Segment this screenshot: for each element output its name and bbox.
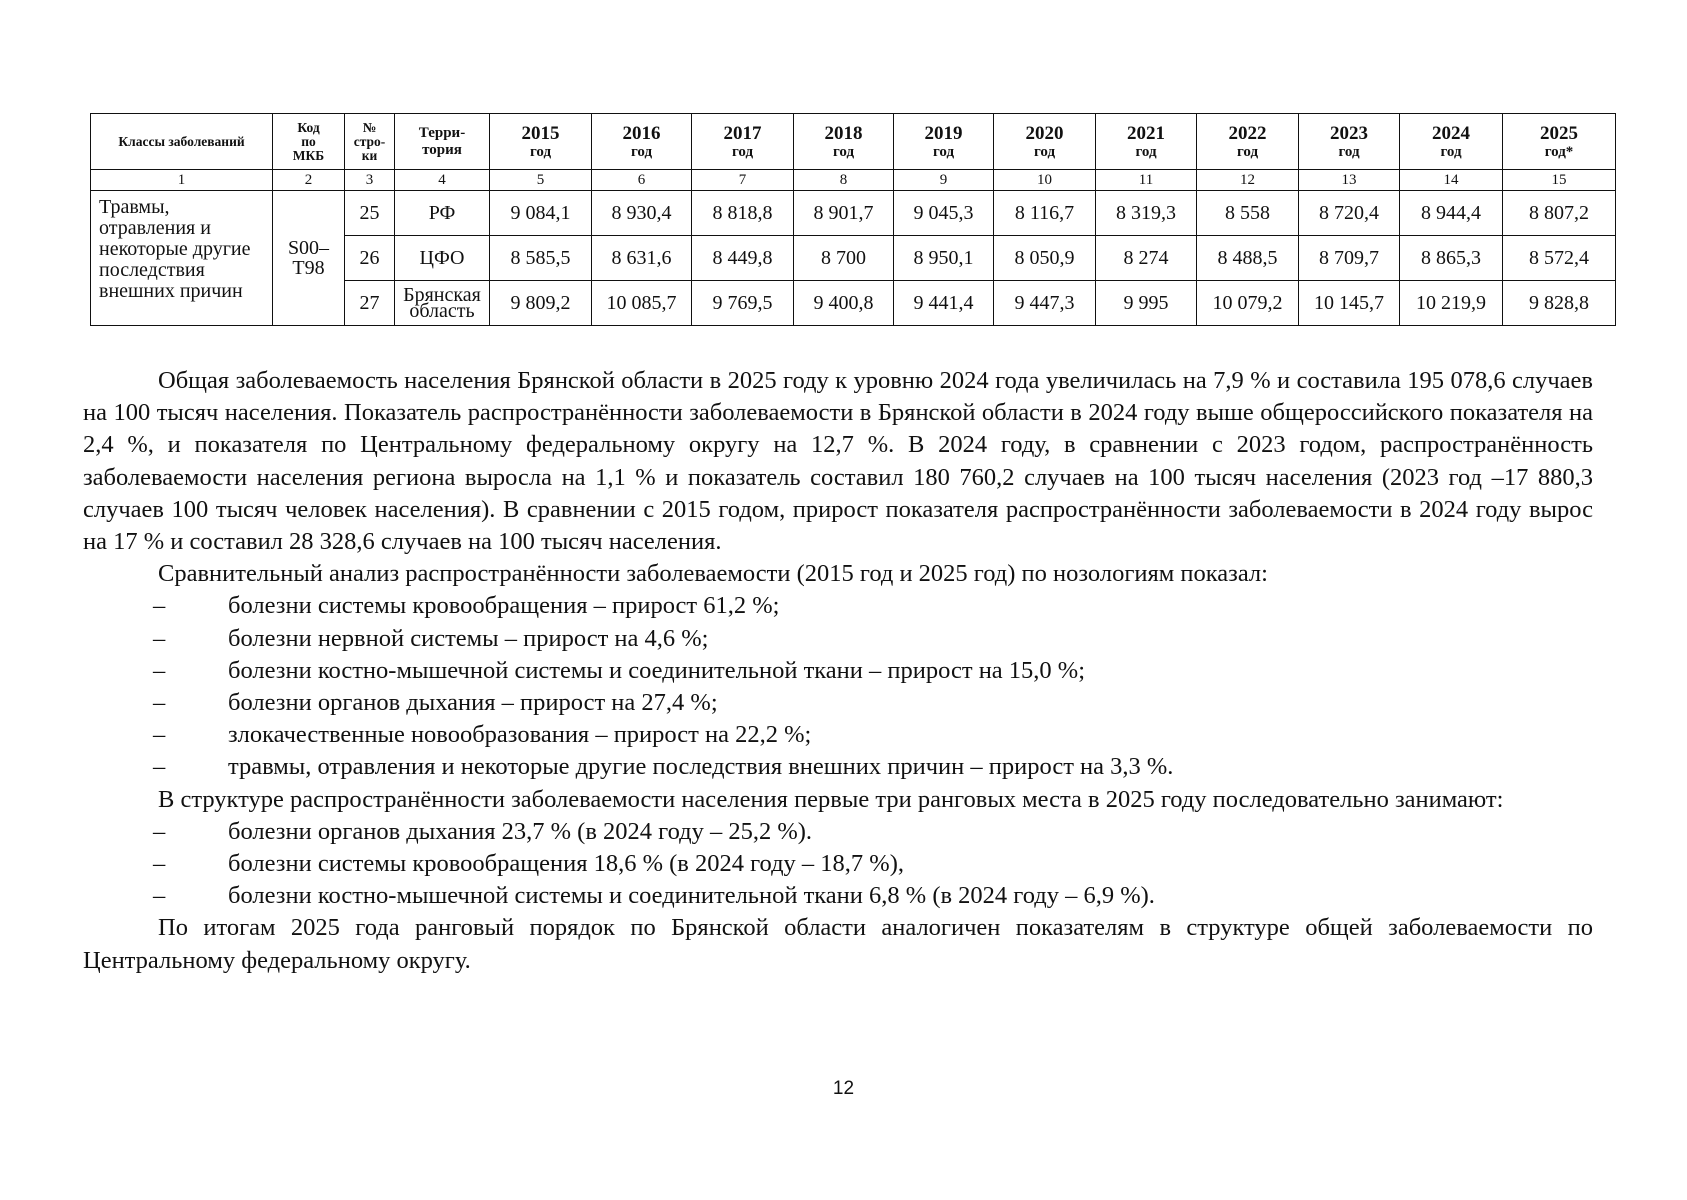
value-cell: 10 219,9: [1400, 281, 1503, 326]
header-year: 2015 год: [490, 114, 592, 170]
value-cell: 8 700: [794, 236, 894, 281]
header-year: 2025 год*: [1503, 114, 1616, 170]
list-item-text: болезни системы кровообращения – прирост 61,2 %;: [228, 592, 780, 620]
column-number: 12: [1197, 170, 1299, 191]
column-number: 7: [692, 170, 794, 191]
value-cell: 9 441,4: [894, 281, 994, 326]
list-dash: –: [153, 689, 166, 717]
list-item: [83, 880, 1593, 912]
list-item-text: болезни костно-мышечной системы и соединительной ткани 6,8 % (в 2024 году – 6,9 %).: [228, 882, 1155, 910]
list-dash: –: [153, 656, 166, 684]
value-cell: 8 488,5: [1197, 236, 1299, 281]
page-number: 12: [832, 1078, 855, 1099]
column-number: 1: [91, 170, 273, 191]
value-cell: 8 807,2: [1503, 191, 1616, 236]
list-item: [83, 590, 1593, 622]
list-item-text: травмы, отравления и некоторые другие последствия внешних причин – прирост на 3,3 %.: [228, 753, 1174, 781]
column-number: 2: [273, 170, 345, 191]
value-cell: 9 809,2: [490, 281, 592, 326]
list-item: [83, 751, 1593, 783]
list-item: [83, 655, 1593, 687]
paragraph-conclusion: По итогам 2025 года ранговый порядок по Брянской области аналогичен показателям в структуре общей заболеваемости по Центральному федеральному округу.: [83, 914, 1593, 974]
value-cell: 8 930,4: [592, 191, 692, 236]
header-icd-code: Код по МКБ: [273, 114, 345, 170]
value-cell: 8 572,4: [1503, 236, 1616, 281]
value-cell: 8 558: [1197, 191, 1299, 236]
list-item: [83, 623, 1593, 655]
list-item: [83, 719, 1593, 751]
value-cell: 10 145,7: [1299, 281, 1400, 326]
value-cell: 9 995: [1096, 281, 1197, 326]
column-number: 4: [395, 170, 490, 191]
value-cell: 9 769,5: [692, 281, 794, 326]
list-dash: –: [153, 592, 166, 620]
column-number: 11: [1096, 170, 1197, 191]
list-dash: –: [153, 753, 166, 781]
header-classes: Классы заболеваний: [91, 114, 273, 170]
table-header-row: [91, 114, 1616, 170]
column-number: 3: [345, 170, 395, 191]
value-cell: 8 116,7: [994, 191, 1096, 236]
header-row-number: № стро- ки: [345, 114, 395, 170]
value-cell: 8 709,7: [1299, 236, 1400, 281]
header-year: 2023 год: [1299, 114, 1400, 170]
header-year: 2021 год: [1096, 114, 1197, 170]
column-number: 9: [894, 170, 994, 191]
column-number: 10: [994, 170, 1096, 191]
header-territory: Терри- тория: [395, 114, 490, 170]
value-cell: 8 865,3: [1400, 236, 1503, 281]
header-year: 2017 год: [692, 114, 794, 170]
value-cell: 8 950,1: [894, 236, 994, 281]
list-item-text: болезни системы кровообращения 18,6 % (в 2024 году – 18,7 %),: [228, 850, 904, 878]
column-number-row: [91, 170, 1616, 191]
value-cell: 8 818,8: [692, 191, 794, 236]
value-cell: 9 447,3: [994, 281, 1096, 326]
column-number: 15: [1503, 170, 1616, 191]
value-cell: 10 079,2: [1197, 281, 1299, 326]
header-year: 2016 год: [592, 114, 692, 170]
paragraph-comparative-analysis: Сравнительный анализ распространённости заболеваемости (2015 год и 2025 год) по нозологиям показал:: [158, 560, 1268, 588]
body-text: [83, 365, 1593, 977]
value-cell: 9 400,8: [794, 281, 894, 326]
value-cell: 8 050,9: [994, 236, 1096, 281]
value-cell: 9 828,8: [1503, 281, 1616, 326]
column-number: 6: [592, 170, 692, 191]
value-cell: 8 449,8: [692, 236, 794, 281]
row-number-cell: 25: [345, 191, 395, 236]
list-item: [83, 687, 1593, 719]
header-year: 2020 год: [994, 114, 1096, 170]
header-year: 2019 год: [894, 114, 994, 170]
value-cell: 8 585,5: [490, 236, 592, 281]
value-cell: 8 631,6: [592, 236, 692, 281]
column-number: 13: [1299, 170, 1400, 191]
value-cell: 8 720,4: [1299, 191, 1400, 236]
morbidity-table: [90, 113, 1616, 326]
header-year: 2022 год: [1197, 114, 1299, 170]
column-number: 14: [1400, 170, 1503, 191]
list-item-text: болезни органов дыхания 23,7 % (в 2024 году – 25,2 %).: [228, 817, 813, 845]
territory-cell: РФ: [395, 191, 490, 236]
list-item: [83, 816, 1593, 848]
paragraph-structure: В структуре распространённости заболеваемости населения первые три ранговых места в 2025 году последовательно занимают:: [158, 785, 1504, 813]
icd-code-cell: S00– T98: [273, 191, 345, 326]
row-number-cell: 27: [345, 281, 395, 326]
paragraph-general-morbidity: Общая заболеваемость населения Брянской области в 2025 году к уровню 2024 года увеличилась на 7,9 % и составила 195 078,6 случаев на 100 тысяч населения. Показатель распространённости заболеваемости в Брянской области в 2024 году выше общероссийского показателя на 2,4 %, и показателя по Центральному федеральному округу на 12,7 %. В 2024 году, в сравнении с 2023 годом, распространённость заболеваемости населения региона выросла на 1,1 % и показатель составил 180 760,2 случаев на 100 тысяч населения (2023 год –17 880,3 случаев 100 тысяч человек населения). В сравнении с 2015 годом, прирост показателя распространённости заболеваемости в 2024 году вырос на 17 % и составил 28 328,6 случаев на 100 тысяч населения.: [83, 367, 1593, 556]
list-item-text: болезни костно-мышечной системы и соединительной ткани – прирост на 15,0 %;: [228, 656, 1086, 684]
value-cell: 9 084,1: [490, 191, 592, 236]
disease-class-cell: Травмы, отравления и некоторые другие последствия внешних причин: [91, 191, 273, 326]
list-dash: –: [153, 882, 166, 910]
list-item: [83, 848, 1593, 880]
territory-cell: Брянская область: [395, 281, 490, 326]
value-cell: 8 319,3: [1096, 191, 1197, 236]
header-year: 2024 год: [1400, 114, 1503, 170]
row-number-cell: 26: [345, 236, 395, 281]
list-item-text: болезни органов дыхания – прирост на 27,4 %;: [228, 689, 718, 717]
list-item-text: болезни нервной системы – прирост на 4,6 %;: [228, 624, 709, 652]
value-cell: 8 944,4: [1400, 191, 1503, 236]
list-dash: –: [153, 721, 166, 749]
territory-cell: ЦФО: [395, 236, 490, 281]
column-number: 8: [794, 170, 894, 191]
value-cell: 8 274: [1096, 236, 1197, 281]
column-number: 5: [490, 170, 592, 191]
list-item-text: злокачественные новообразования – прирост на 22,2 %;: [228, 721, 812, 749]
value-cell: 9 045,3: [894, 191, 994, 236]
value-cell: 10 085,7: [592, 281, 692, 326]
header-year: 2018 год: [794, 114, 894, 170]
list-dash: –: [153, 817, 166, 845]
list-dash: –: [153, 850, 166, 878]
table-row: [91, 191, 1616, 236]
list-dash: –: [153, 624, 166, 652]
value-cell: 8 901,7: [794, 191, 894, 236]
